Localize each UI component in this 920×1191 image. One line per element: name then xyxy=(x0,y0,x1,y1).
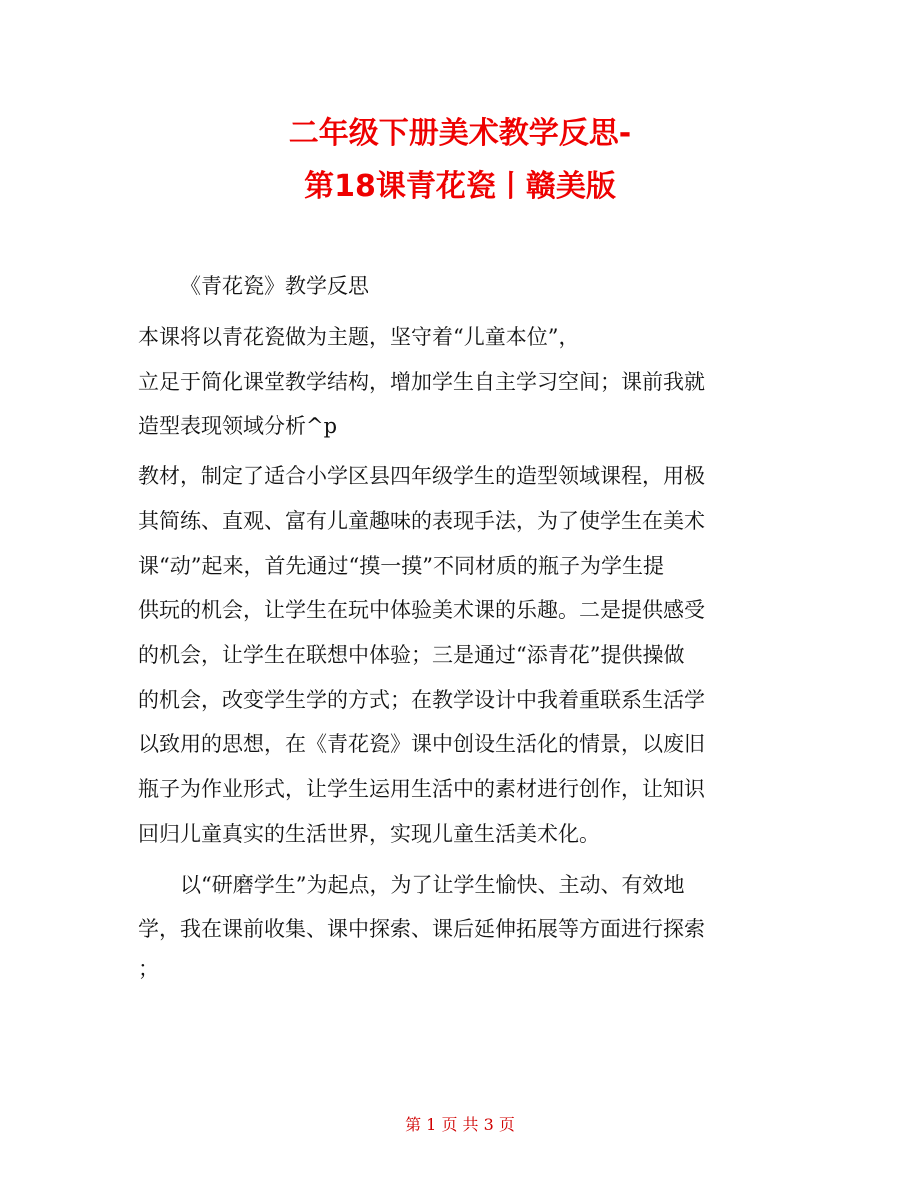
document-title-line1: 二年级下册美术教学反思- xyxy=(288,116,632,151)
text-line: 供玩的机会，让学生在玩中体验美术课的乐趣。二是提供感受 xyxy=(138,598,705,622)
text-line: 教材，制定了适合小学区县四年级学生的造型领域课程，用极 xyxy=(138,464,705,488)
text-line: 以“研磨学生”为起点，为了让学生愉快、主动、有效地 xyxy=(180,873,685,897)
text-line: 瓶子为作业形式，让学生运用生活中的素材进行创作，让知识 xyxy=(138,777,705,801)
text-line: 的机会，改变学生学的方式；在教学设计中我着重联系生活学 xyxy=(138,688,705,712)
text-line: 本课将以青花瓷做为主题，坚守着“儿童本位”， xyxy=(138,325,580,349)
text-line: 课“动”起来，首先通过“摸一摸”不同材质的瓶子为学生提 xyxy=(138,554,664,578)
text-line: 学，我在课前收集、课中探索、课后延伸拓展等方面进行探索 xyxy=(138,917,705,941)
text-line: 其简练、直观、富有儿童趣味的表现手法，为了使学生在美术 xyxy=(138,509,705,533)
text-line: ； xyxy=(138,957,159,981)
text-line: 回归儿童真实的生活世界，实现儿童生活美术化。 xyxy=(138,822,600,846)
page-footer: 第 1 页 共 3 页 xyxy=(405,1115,515,1134)
text-line: 造型表现领域分析^p xyxy=(138,414,338,438)
paragraph-heading: 《青花瓷》教学反思 xyxy=(180,274,369,298)
document-title-line2: 第18课青花瓷丨赣美版 xyxy=(304,169,616,204)
text-line: 的机会，让学生在联想中体验；三是通过“添青花”提供操做 xyxy=(138,643,685,667)
text-line: 立足于简化课堂教学结构，增加学生自主学习空间；课前我就 xyxy=(138,370,705,394)
text-line: 以致用的思想，在《青花瓷》课中创设生活化的情景，以废旧 xyxy=(138,732,705,756)
